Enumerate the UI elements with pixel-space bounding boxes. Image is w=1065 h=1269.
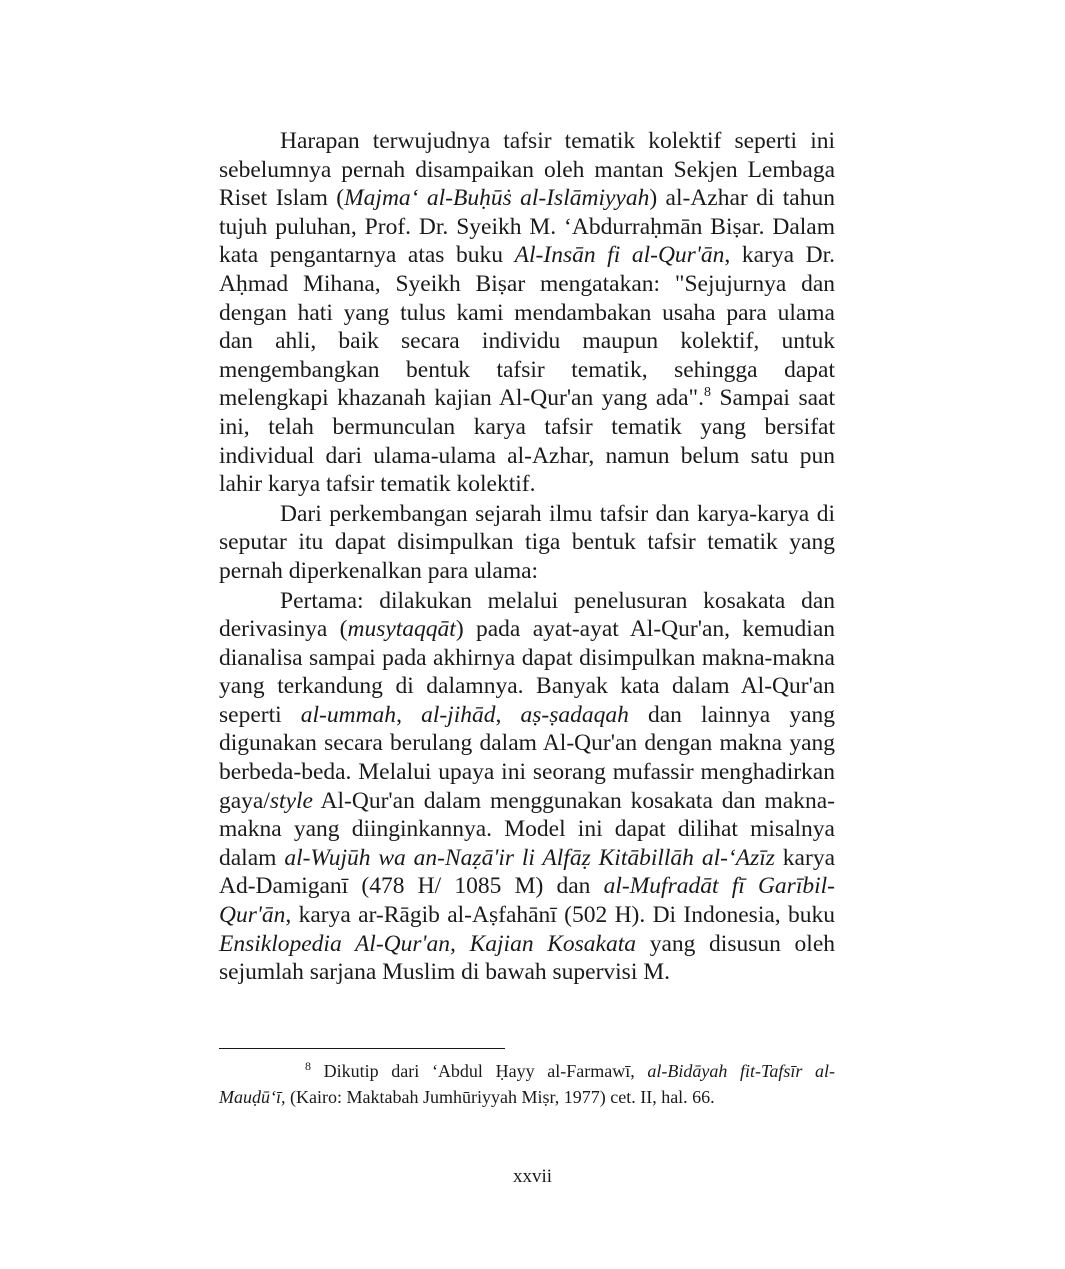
- text-run: Harapan terwujudnya tafsir tematik kolektif seperti ini sebelumnya pernah disampaikan oleh mantan Sekjen Lembaga Riset Islam (: [219, 128, 835, 212]
- text-run: Dikutip dari ‘Abdul Ḥayy al-Farmawī,: [311, 1061, 648, 1081]
- footnote-ref: 8: [703, 385, 711, 401]
- text-run: Al-Qur'an dalam menggunakan kosakata dan makna-makna yang diinginkannya. Model ini dapat dilihat misalnya dalam: [219, 787, 835, 871]
- italic-term: al-Mufradāt fī Garībil-Qur'ān: [219, 873, 835, 929]
- text-run: dan lainnya yang digunakan secara berulang dalam Al-Qur'an dengan makna yang berbeda-beda. Melalui upaya ini seorang mufassir menghadirkan gaya/: [219, 701, 836, 814]
- italic-term: al-ummah: [300, 701, 397, 728]
- italic-term: Ensiklopedia Al-Qur'an, Kajian Kosakata: [219, 930, 637, 957]
- footnote-divider: [219, 1048, 505, 1049]
- text-run: Sampai saat ini, telah bermunculan karya tafsir tematik yang bersifat individual dari ulama-ulama al-Azhar, namun belum satu pun lahir karya tafsir tematik kolektif.: [219, 385, 835, 498]
- italic-term: style: [269, 787, 313, 814]
- text-run: Pertama: dilakukan melalui penelusuran kosakata dan derivasinya (: [219, 587, 835, 643]
- footnote-ref: 8: [305, 1059, 311, 1073]
- italic-term: Al-Insān fi al-Qur'ān: [514, 242, 725, 269]
- page-number: xxvii: [512, 1166, 553, 1187]
- paragraph: [219, 587, 835, 987]
- italic-term: al-Wujūh wa an-Naẓā'ir li Alfāẓ Kitābillāh al-‘Azīz: [284, 844, 775, 871]
- text-run: yang disusun oleh sejumlah sarjana Muslim di bawah supervisi M.: [219, 930, 835, 986]
- text-run: ) al-Azhar di tahun tujuh puluhan, Prof. Dr. Syeikh M. ‘Abdurraḥmān Biṣar. Dalam kata pengantarnya atas buku: [219, 185, 835, 269]
- text-run: (Kairo: Maktabah Jumhūriyyah Miṣr, 1977) cet. II, hal. 66.: [285, 1087, 715, 1107]
- paragraph: [219, 127, 835, 499]
- text-run: , karya Dr. Aḥmad Mihana, Syeikh Biṣar mengatakan: "Sejujurnya dan dengan hati yang tulus kami mendambakan usaha para ulama dan ahli, baik secara individu maupun kolektif, untuk mengembangkan bentuk tafsir tematik, sehingga dapat melengkapi khazanah kajian Al-Qur'an yang ada".: [219, 242, 835, 412]
- italic-term: Majma‘ al-Buḥūṡ al-Islāmiyyah: [344, 185, 650, 212]
- footnote: [219, 1058, 835, 1110]
- text-run: , karya ar-Rāgib al-Aṣfahānī (502 H). Di Indonesia, buku: [285, 902, 835, 929]
- italic-term: aṣ-ṣadaqah: [520, 701, 629, 728]
- paragraph: [219, 500, 835, 586]
- text-run: ) pada ayat-ayat Al-Qur'an, kemudian dianalisa sampai pada akhirnya dapat disimpulkan makna-makna yang terkandung di dalamnya. Banyak kata dalam Al-Qur'an seperti: [219, 616, 835, 728]
- italic-term: al-jihād: [421, 701, 496, 728]
- text-run: ,: [495, 701, 521, 728]
- body-text: [219, 127, 835, 987]
- text-run: ,: [396, 701, 422, 728]
- italic-term: musytaqqāt: [347, 616, 456, 643]
- text-run: karya Ad-Damiganī (478 H/ 1085 M) dan: [219, 844, 835, 900]
- italic-term: al-Bidāyah fit-Tafsīr al-Mauḍū‘ī,: [219, 1061, 836, 1107]
- text-run: Dari perkembangan sejarah ilmu tafsir dan karya-karya di seputar itu dapat disimpulkan tiga bentuk tafsir tematik yang pernah diperkenalkan para ulama:: [219, 500, 835, 584]
